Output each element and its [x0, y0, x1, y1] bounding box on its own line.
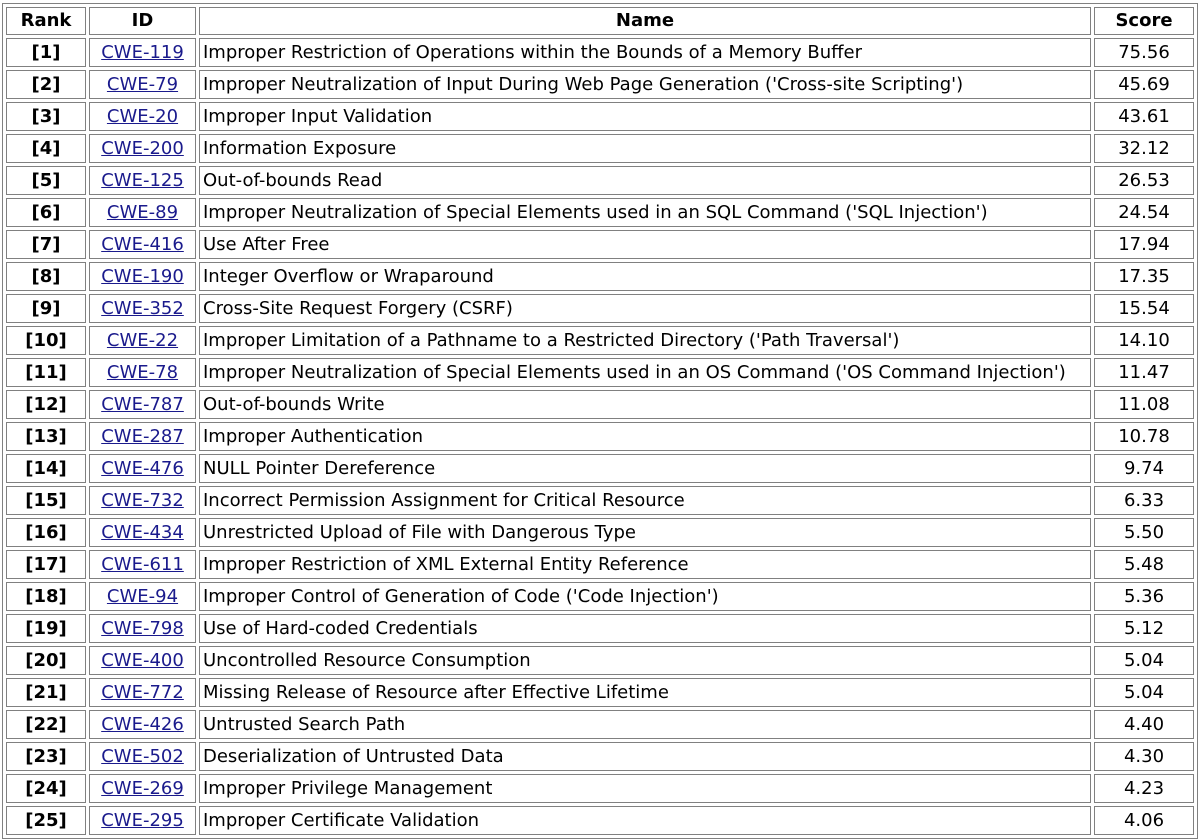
header-row [6, 7, 1194, 35]
cwe-id-link[interactable]: CWE-416 [101, 234, 184, 255]
id-cell [89, 70, 196, 99]
score-cell: 5.12 [1094, 614, 1194, 643]
cwe-id-link[interactable]: CWE-79 [106, 74, 179, 95]
score-cell: 11.08 [1094, 390, 1194, 419]
table-row [6, 806, 1194, 835]
cwe-id-link[interactable]: CWE-22 [106, 330, 179, 351]
score-cell: 43.61 [1094, 102, 1194, 131]
name-cell: Deserialization of Untrusted Data [199, 742, 1091, 771]
rank-cell: [25] [6, 806, 86, 835]
cwe-id-link[interactable]: CWE-125 [101, 170, 184, 191]
rank-cell: [4] [6, 134, 86, 163]
rank-cell: [9] [6, 294, 86, 323]
id-cell [89, 582, 196, 611]
table-row [6, 358, 1194, 387]
id-cell [89, 806, 196, 835]
id-cell [89, 102, 196, 131]
name-cell: Improper Input Validation [199, 102, 1091, 131]
score-cell: 5.04 [1094, 678, 1194, 707]
id-cell [89, 422, 196, 451]
name-cell: Cross-Site Request Forgery (CSRF) [199, 294, 1091, 323]
rank-cell: [22] [6, 710, 86, 739]
rank-cell: [2] [6, 70, 86, 99]
id-cell [89, 230, 196, 259]
table-row [6, 230, 1194, 259]
name-cell: Incorrect Permission Assignment for Critical Resource [199, 486, 1091, 515]
cwe-id-link[interactable]: CWE-94 [106, 586, 179, 607]
rank-cell: [10] [6, 326, 86, 355]
name-cell: Use After Free [199, 230, 1091, 259]
score-cell: 14.10 [1094, 326, 1194, 355]
table-row [6, 422, 1194, 451]
score-cell: 6.33 [1094, 486, 1194, 515]
id-cell [89, 134, 196, 163]
rank-cell: [6] [6, 198, 86, 227]
name-cell: Uncontrolled Resource Consumption [199, 646, 1091, 675]
table-row [6, 38, 1194, 67]
cwe-id-link[interactable]: CWE-426 [101, 714, 184, 735]
cwe-top25-table [2, 3, 1198, 839]
id-cell [89, 774, 196, 803]
cwe-id-link[interactable]: CWE-400 [101, 650, 184, 671]
cwe-id-link[interactable]: CWE-89 [106, 202, 179, 223]
rank-cell: [11] [6, 358, 86, 387]
rank-cell: [17] [6, 550, 86, 579]
cwe-id-link[interactable]: CWE-295 [101, 810, 184, 831]
id-cell [89, 326, 196, 355]
name-cell: Use of Hard-coded Credentials [199, 614, 1091, 643]
table-row [6, 646, 1194, 675]
id-cell [89, 742, 196, 771]
table-row [6, 70, 1194, 99]
table-row [6, 486, 1194, 515]
cwe-id-link[interactable]: CWE-434 [101, 522, 184, 543]
cwe-id-link[interactable]: CWE-502 [101, 746, 184, 767]
table-header [6, 7, 1194, 35]
id-cell [89, 294, 196, 323]
score-cell: 24.54 [1094, 198, 1194, 227]
rank-cell: [1] [6, 38, 86, 67]
rank-cell: [16] [6, 518, 86, 547]
rank-cell: [23] [6, 742, 86, 771]
id-cell [89, 262, 196, 291]
score-cell: 5.50 [1094, 518, 1194, 547]
name-cell: Out-of-bounds Read [199, 166, 1091, 195]
name-cell: Unrestricted Upload of File with Dangerous Type [199, 518, 1091, 547]
score-cell: 32.12 [1094, 134, 1194, 163]
rank-cell: [21] [6, 678, 86, 707]
id-cell [89, 166, 196, 195]
table-row [6, 582, 1194, 611]
id-cell [89, 518, 196, 547]
table-row [6, 102, 1194, 131]
rank-cell: [5] [6, 166, 86, 195]
header-id: ID [89, 7, 196, 35]
name-cell: Improper Neutralization of Special Elements used in an SQL Command ('SQL Injection') [199, 198, 1091, 227]
cwe-id-link[interactable]: CWE-269 [101, 778, 184, 799]
header-rank: Rank [6, 7, 86, 35]
score-cell: 5.04 [1094, 646, 1194, 675]
cwe-id-link[interactable]: CWE-190 [101, 266, 184, 287]
score-cell: 4.40 [1094, 710, 1194, 739]
id-cell [89, 358, 196, 387]
rank-cell: [14] [6, 454, 86, 483]
rank-cell: [15] [6, 486, 86, 515]
table-row [6, 326, 1194, 355]
cwe-id-link[interactable]: CWE-772 [101, 682, 184, 703]
name-cell: Integer Overflow or Wraparound [199, 262, 1091, 291]
score-cell: 75.56 [1094, 38, 1194, 67]
id-cell [89, 550, 196, 579]
cwe-id-link[interactable]: CWE-611 [101, 554, 184, 575]
table-row [6, 454, 1194, 483]
table-row [6, 774, 1194, 803]
name-cell: Improper Neutralization of Input During Web Page Generation ('Cross-site Scripting') [199, 70, 1091, 99]
rank-cell: [24] [6, 774, 86, 803]
score-cell: 4.23 [1094, 774, 1194, 803]
rank-cell: [7] [6, 230, 86, 259]
name-cell: Information Exposure [199, 134, 1091, 163]
rank-cell: [19] [6, 614, 86, 643]
id-cell [89, 38, 196, 67]
name-cell: NULL Pointer Dereference [199, 454, 1091, 483]
cwe-table-container [2, 3, 1198, 839]
rank-cell: [12] [6, 390, 86, 419]
name-cell: Improper Control of Generation of Code ('Code Injection') [199, 582, 1091, 611]
score-cell: 4.06 [1094, 806, 1194, 835]
id-cell [89, 678, 196, 707]
score-cell: 17.35 [1094, 262, 1194, 291]
table-row [6, 550, 1194, 579]
id-cell [89, 710, 196, 739]
table-row [6, 518, 1194, 547]
table-row [6, 166, 1194, 195]
name-cell: Improper Privilege Management [199, 774, 1091, 803]
score-cell: 11.47 [1094, 358, 1194, 387]
id-cell [89, 390, 196, 419]
name-cell: Improper Limitation of a Pathname to a Restricted Directory ('Path Traversal') [199, 326, 1091, 355]
name-cell: Improper Neutralization of Special Elements used in an OS Command ('OS Command Injection') [199, 358, 1091, 387]
name-cell: Improper Restriction of Operations within the Bounds of a Memory Buffer [199, 38, 1091, 67]
score-cell: 9.74 [1094, 454, 1194, 483]
rank-cell: [18] [6, 582, 86, 611]
rank-cell: [13] [6, 422, 86, 451]
rank-cell: [20] [6, 646, 86, 675]
id-cell [89, 198, 196, 227]
table-row [6, 678, 1194, 707]
table-row [6, 390, 1194, 419]
score-cell: 26.53 [1094, 166, 1194, 195]
table-row [6, 710, 1194, 739]
id-cell [89, 486, 196, 515]
table-row [6, 262, 1194, 291]
cwe-id-link[interactable]: CWE-119 [101, 42, 184, 63]
cwe-id-link[interactable]: CWE-78 [106, 362, 179, 383]
cwe-id-link[interactable]: CWE-476 [101, 458, 184, 479]
name-cell: Missing Release of Resource after Effective Lifetime [199, 678, 1091, 707]
table-row [6, 614, 1194, 643]
name-cell: Improper Certificate Validation [199, 806, 1091, 835]
cwe-id-link[interactable]: CWE-352 [101, 298, 184, 319]
score-cell: 45.69 [1094, 70, 1194, 99]
header-score: Score [1094, 7, 1194, 35]
table-body [6, 38, 1194, 835]
table-row [6, 134, 1194, 163]
score-cell: 4.30 [1094, 742, 1194, 771]
header-name: Name [199, 7, 1091, 35]
table-row [6, 294, 1194, 323]
cwe-id-link[interactable]: CWE-787 [101, 394, 184, 415]
cwe-id-link[interactable]: CWE-20 [106, 106, 179, 127]
cwe-id-link[interactable]: CWE-287 [101, 426, 184, 447]
cwe-id-link[interactable]: CWE-798 [101, 618, 184, 639]
cwe-id-link[interactable]: CWE-732 [101, 490, 184, 511]
score-cell: 17.94 [1094, 230, 1194, 259]
score-cell: 15.54 [1094, 294, 1194, 323]
cwe-id-link[interactable]: CWE-200 [101, 138, 184, 159]
score-cell: 10.78 [1094, 422, 1194, 451]
id-cell [89, 614, 196, 643]
name-cell: Out-of-bounds Write [199, 390, 1091, 419]
table-row [6, 742, 1194, 771]
score-cell: 5.48 [1094, 550, 1194, 579]
rank-cell: [8] [6, 262, 86, 291]
name-cell: Improper Authentication [199, 422, 1091, 451]
id-cell [89, 646, 196, 675]
score-cell: 5.36 [1094, 582, 1194, 611]
id-cell [89, 454, 196, 483]
rank-cell: [3] [6, 102, 86, 131]
name-cell: Improper Restriction of XML External Entity Reference [199, 550, 1091, 579]
name-cell: Untrusted Search Path [199, 710, 1091, 739]
table-row [6, 198, 1194, 227]
